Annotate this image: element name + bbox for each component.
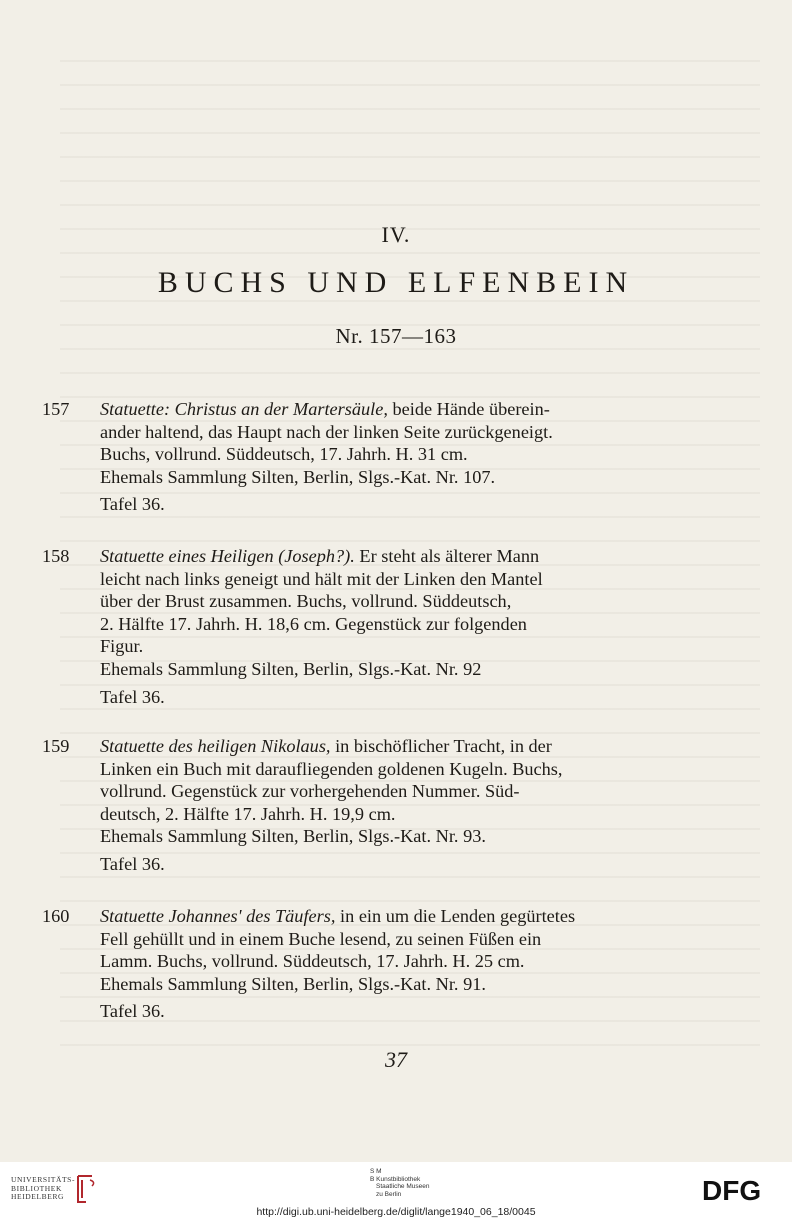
entry-body xyxy=(100,905,606,1023)
entry-line: Figur. xyxy=(100,636,144,657)
entry-plate: Tafel 36. xyxy=(100,1001,165,1022)
logo-text-line: UNIVERSITÄTS- xyxy=(11,1175,76,1184)
entry-number: 157 xyxy=(42,399,70,419)
entry-title: Statuette Johannes' des Täufers, xyxy=(100,906,336,926)
entry-line: Ehemals Sammlung Silten, Berlin, Slgs.-Kat. Nr. 93. xyxy=(100,826,486,847)
entry-line: ander haltend, das Haupt nach der linken Seite zurückgeneigt. xyxy=(100,421,553,442)
permalink[interactable]: http://digi.ub.uni-heidelberg.de/diglit/lange1940_06_18/0045 xyxy=(256,1206,536,1218)
entry-line: beide Hände überein- xyxy=(392,399,550,419)
entry-line: Er steht als älterer Mann xyxy=(359,546,540,566)
section-title: BUCHS UND ELFENBEIN xyxy=(157,266,635,299)
entry-number: 160 xyxy=(42,906,70,926)
entry-line: vollrund. Gegenstück zur vorhergehenden Nummer. Süd- xyxy=(100,781,520,802)
logo-text-line: HEIDELBERG xyxy=(11,1192,65,1201)
logo-text-line: BIBLIOTHEK xyxy=(11,1183,62,1193)
smb-logo[interactable] xyxy=(370,1168,429,1198)
entry-line: in ein um die Lenden gegürtetes xyxy=(340,906,576,926)
entry-body xyxy=(100,735,606,876)
entry-line: 2. Hälfte 17. Jahrh. H. 18,6 cm. Gegenstück zur folgenden xyxy=(100,613,527,634)
entry-number: 159 xyxy=(42,736,70,756)
dfg-logo-text: DFG xyxy=(702,1175,762,1205)
section-number: IV. xyxy=(381,222,411,247)
entry-line: Buchs, vollrund. Süddeutsch, 17. Jahrh. H. 31 cm. xyxy=(100,444,468,465)
catalogue-range: Nr. 157—163 xyxy=(335,324,457,348)
entry-line: Lamm. Buchs, vollrund. Süddeutsch, 17. Jahrh. H. 25 cm. xyxy=(100,951,525,972)
entry-line: in bischöflicher Tracht, in der xyxy=(335,736,552,756)
entry-body xyxy=(100,398,606,516)
logo-text-line: S M xyxy=(370,1168,382,1175)
university-library-logo[interactable] xyxy=(11,1176,75,1202)
page-number: 37 xyxy=(385,1047,407,1072)
entry-title: Statuette des heiligen Nikolaus, xyxy=(100,736,331,756)
entry-line: deutsch, 2. Hälfte 17. Jahrh. H. 19,9 cm. xyxy=(100,803,396,824)
entry-body xyxy=(100,545,606,708)
entry-line: Fell gehüllt und in einem Buche lesend, zu seinen Füßen ein xyxy=(100,928,542,949)
entry-line: über der Brust zusammen. Buchs, vollrund. Süddeutsch, xyxy=(100,591,512,612)
entry-line: Linken ein Buch mit daraufliegenden goldenen Kugeln. Buchs, xyxy=(100,758,563,779)
entry-line: Ehemals Sammlung Silten, Berlin, Slgs.-Kat. Nr. 107. xyxy=(100,466,496,487)
entry-plate: Tafel 36. xyxy=(100,853,165,874)
dfg-logo-icon[interactable] xyxy=(702,1175,782,1205)
entry-title: Statuette: Christus an der Martersäule, xyxy=(100,399,388,419)
entry-title: Statuette eines Heiligen (Joseph?). xyxy=(100,546,355,566)
entry-plate: Tafel 36. xyxy=(100,494,165,515)
entry-line: Ehemals Sammlung Silten, Berlin, Slgs.-Kat. Nr. 91. xyxy=(100,973,486,994)
university-emblem-icon xyxy=(72,1172,98,1206)
entry-line: Ehemals Sammlung Silten, Berlin, Slgs.-Kat. Nr. 92 xyxy=(100,658,482,679)
logo-text-line: zu Berlin xyxy=(376,1190,402,1198)
entry-number: 158 xyxy=(42,546,70,566)
entry-line: leicht nach links geneigt und hält mit der Linken den Mantel xyxy=(100,568,543,589)
logo-text-line: B Kunstbibliothek xyxy=(370,1175,421,1183)
viewer-footer xyxy=(0,1162,792,1218)
logo-text-line: Staatliche Museen xyxy=(376,1183,430,1191)
entry-plate: Tafel 36. xyxy=(100,686,165,707)
